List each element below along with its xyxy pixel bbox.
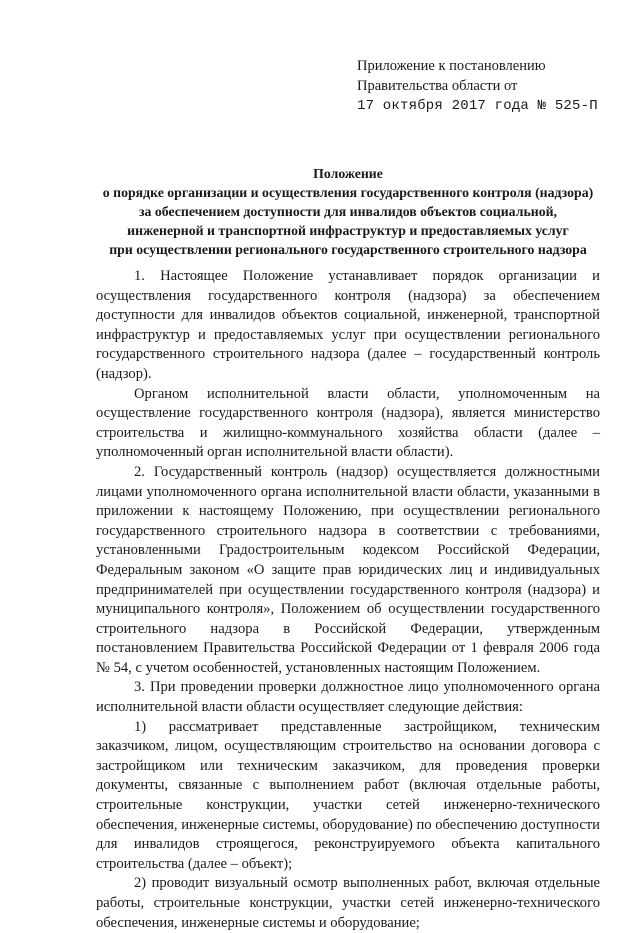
paragraph-3-item-1: 1) рассматривает представленные застройщиком, техническим заказчиком, лицом, осуществляющим строительство на основании договора с застройщиком или техническим заказчиком, для проведения проверки документы, связанные с выполнением работ (включая отдельные работы, строительные конструкции, участки сетей инженерно-технического обеспечения, инженерные системы, оборудование) по обеспечению доступности для инвалидов строящегося, реконструируемого объекта капитального строительства (далее – объект); — [96, 718, 600, 872]
title-line-3: инженерной и транспортной инфраструктур и предоставляемых услуг — [127, 223, 569, 238]
document-body — [96, 267, 600, 933]
document-title — [88, 164, 608, 259]
header-line-1: Приложение к постановлению — [357, 58, 546, 74]
title-line-4: при осуществлении регионального государственного строительного надзора — [109, 242, 587, 257]
paragraph-3-item-2: 2) проводит визуальный осмотр выполненных работ, включая отдельные работы, строительные конструкции, участки сетей инженерно-технического обеспечения, инженерные системы и оборудование; — [96, 875, 600, 931]
paragraph-authority: Органом исполнительной власти области, уполномоченным на осуществление государственного контроля (надзора), является министерство строительства и жилищно-коммунального хозяйства области (далее – уполномоченный орган исполнительной власти области). — [96, 385, 600, 461]
paragraph-1: 1. Настоящее Положение устанавливает порядок организации и осуществления государственного контроля (надзора) за обеспечением доступности для инвалидов объектов социальной, инженерной, транспортной инфраструктур и предоставляемых услуг при осуществлении регионального государственного строительного надзора (далее – государственный контроль (надзор). — [96, 268, 600, 382]
paragraph-2: 2. Государственный контроль (надзор) осуществляется должностными лицами уполномоченного органа исполнительной власти области, указанными в приложении к настоящему Положению, при осуществлении регионального государственного строительного надзора в соответствии с требованиями, установленными Градостроительным кодексом Российской Федерации, Федеральным законом «О защите прав юридических лиц и индивидуальных предпринимателей при осуществлении государственного контроля (надзора) и муниципального контроля», Положением об осуществлении государственного строительного надзора в Российской Федерации, утвержденным постановлением Правительства Российской Федерации от 1 февраля 2006 года № 54, с учетом особенностей, установленных настоящим Положением. — [96, 463, 600, 676]
title-heading: Положение — [313, 166, 383, 181]
approval-header — [357, 56, 598, 116]
header-line-2: Правительства области от — [357, 78, 518, 94]
paragraph-3: 3. При проведении проверки должностное лицо уполномоченного органа исполнительной власти области осуществляет следующие действия: — [96, 679, 600, 716]
title-line-1: о порядке организации и осуществления государственного контроля (надзора) — [102, 185, 594, 200]
title-line-2: за обеспечением доступности для инвалидов объектов социальной, — [139, 204, 557, 219]
header-date-stamp: 17 октября 2017 года № 525-П — [357, 98, 598, 114]
